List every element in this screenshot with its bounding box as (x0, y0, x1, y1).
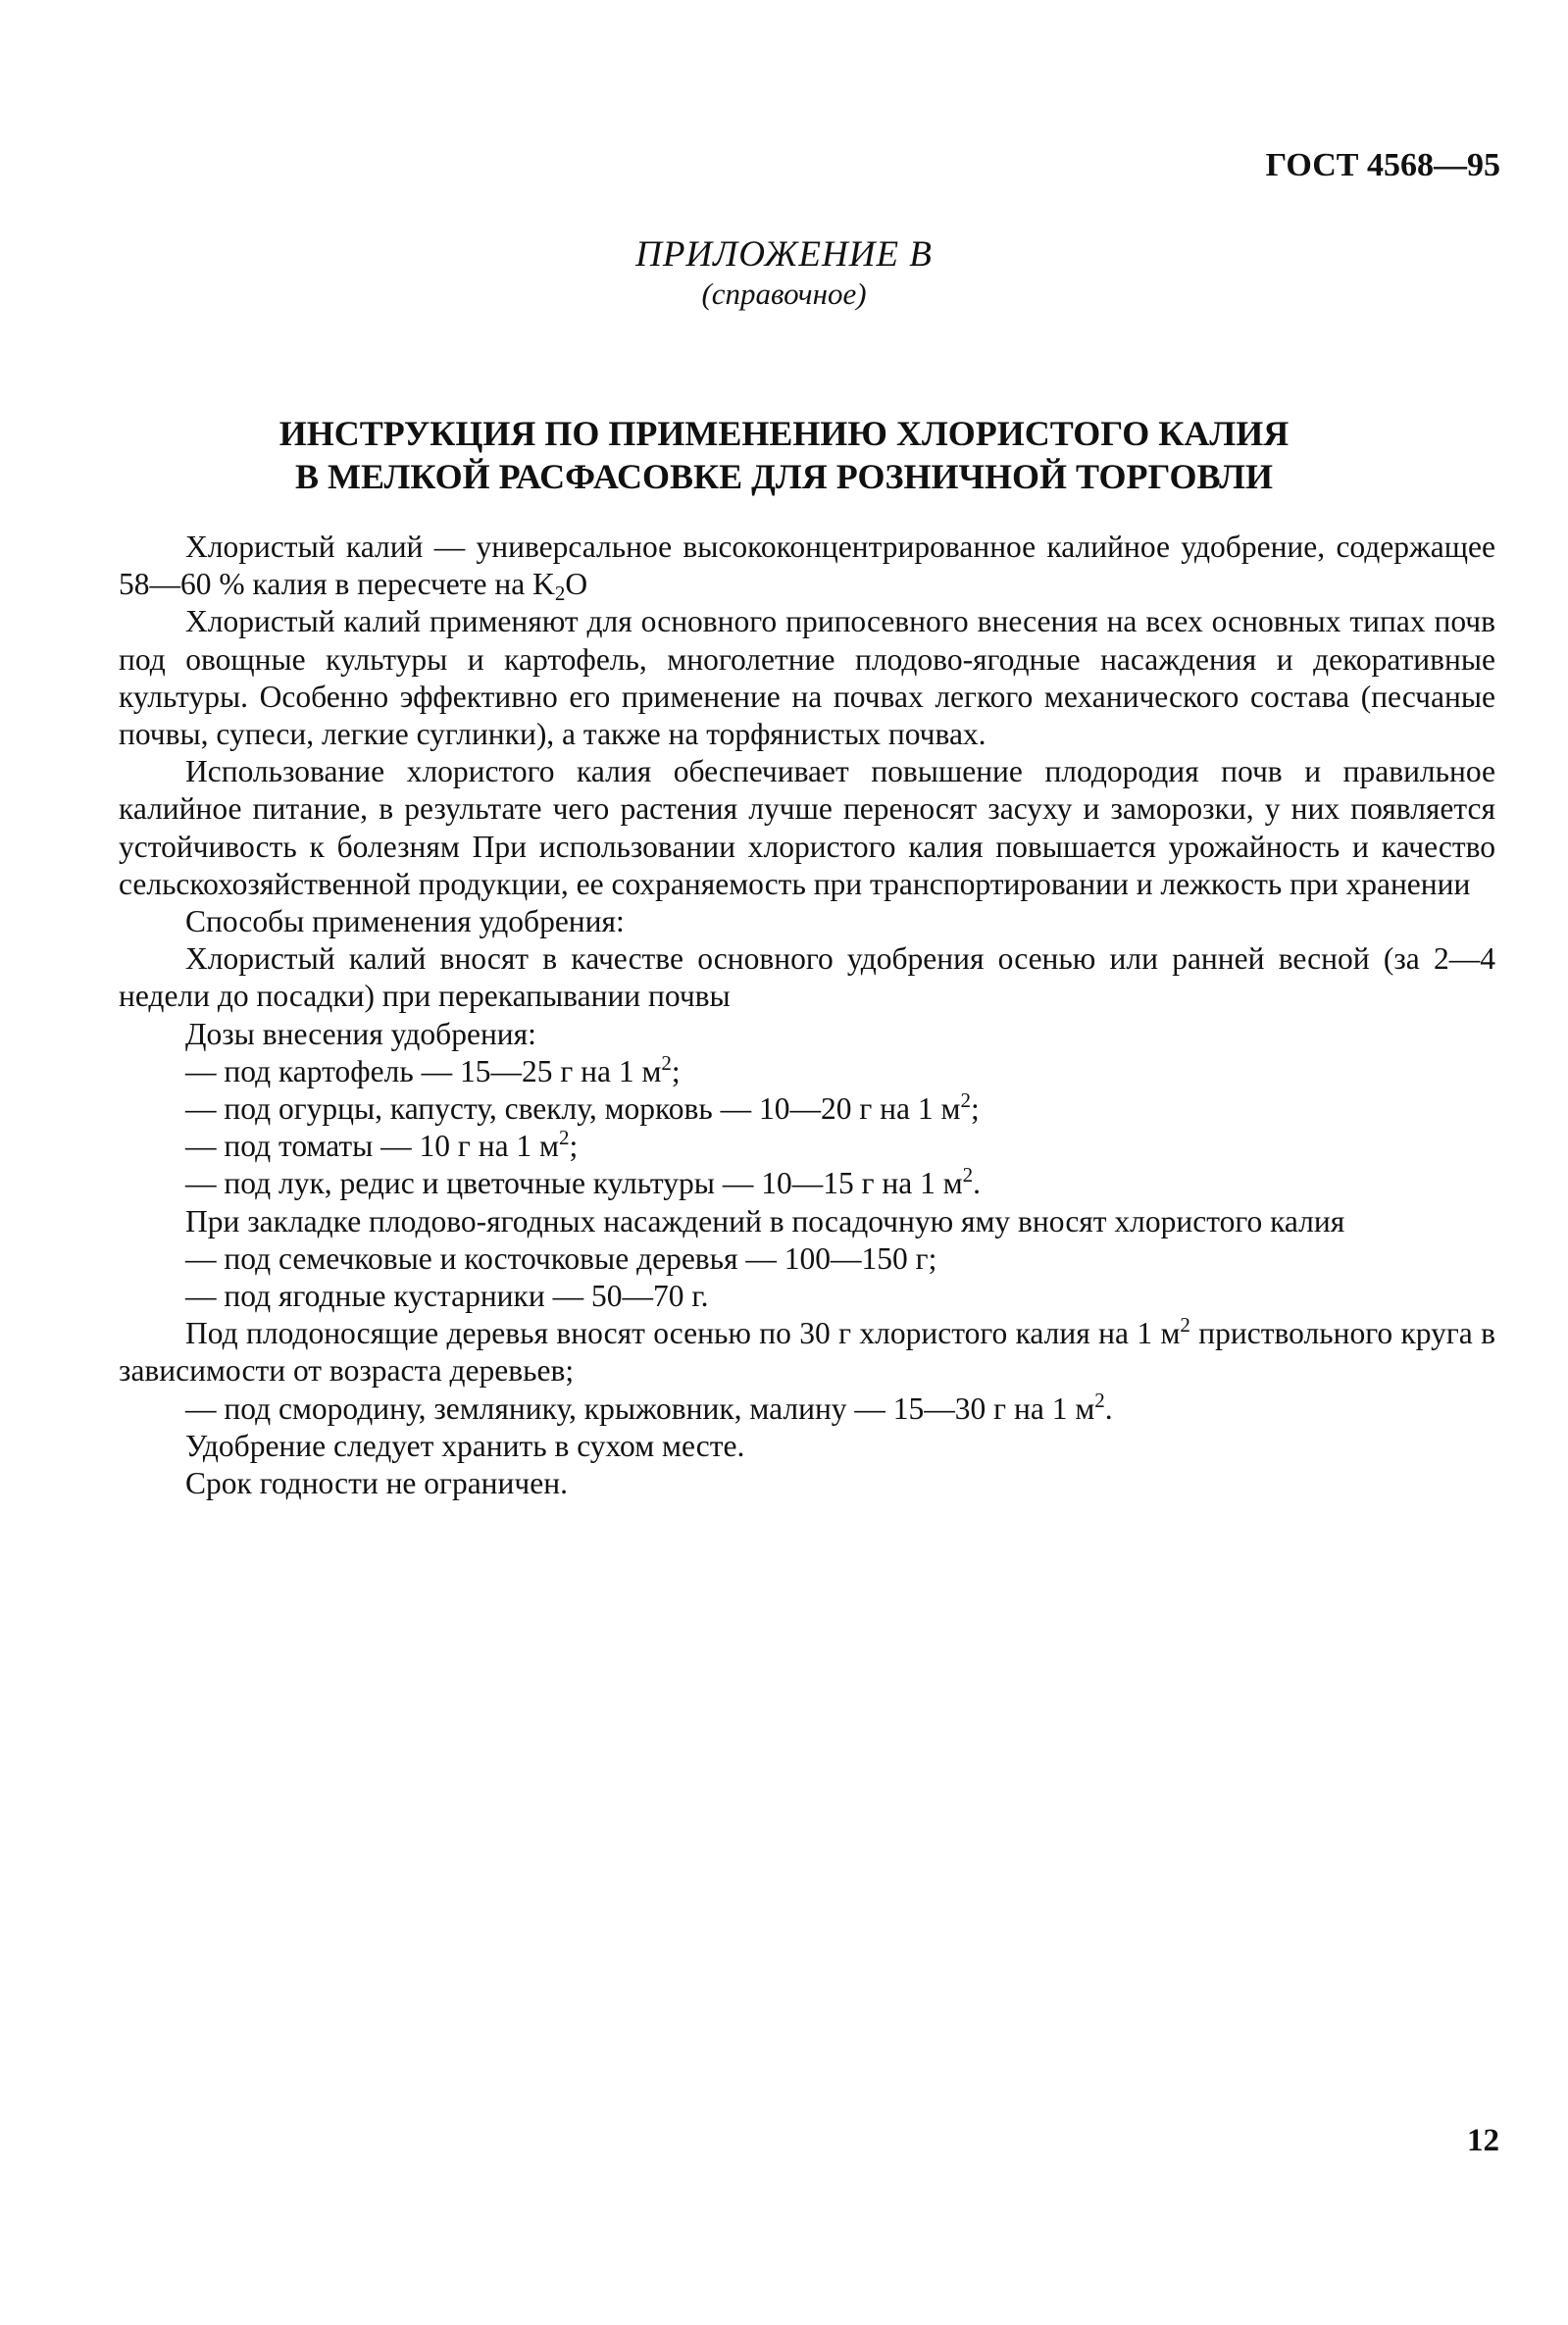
paragraph-shelf-life: Срок годности не ограничен. (185, 1466, 568, 1501)
paragraph-fruit-trees: Под плодоносящие деревья вносят осенью по 30 г хлористого калия на 1 $м^2$ приствольного круга в зависимости от возраста деревьев; (119, 1313, 1496, 1389)
paragraph-methods-heading: Способы применения удобрения: (185, 904, 625, 939)
paragraph-definition: Хлористый калий — универсальное высококонцентрированное калийное удобрение, содержащее 58—60 % калия в пересчете на $K_2O$ (119, 530, 1495, 606)
tree-list-item: — под ягодные кустарники — 50—70 г. (185, 1279, 709, 1314)
dose-list-item: — под огурцы, капусту, свеклу, морковь — 10—20 г на 1 $м^2$; (185, 1088, 980, 1127)
dose-list-item: — под томаты — 10 г на 1 $м^2$; (185, 1126, 579, 1164)
document-title-line-2: В МЕЛКОЙ РАСФАСОВКЕ ДЛЯ РОЗНИЧНОЙ ТОРГОВЛИ (295, 457, 1273, 496)
page-number: 12 (1467, 2123, 1499, 2158)
document-code: ГОСТ 4568—95 (1265, 147, 1500, 183)
document-title-line-1: ИНСТРУКЦИЯ ПО ПРИМЕНЕНИЮ ХЛОРИСТОГО КАЛИЯ (278, 414, 1290, 453)
dose-list-item: — под лук, редис и цветочные культуры — 10—15 г на 1 $м^2$. (185, 1163, 982, 1201)
paragraph-application: Хлористый калий применяют для основного припосевного внесения на всех основных типах почв под овощные культуры и картофель, многолетние плодово-ягодные насаждения и декоративные культуры. Особенно эффективно его применение на почвах легкого механического состава (песчаные почвы, супеси, легкие суглинки), а также на торфянистых почвах. (119, 604, 1495, 752)
tree-list-item: — под семечковые и косточковые деревья — 100—150 г; (185, 1240, 937, 1276)
document-title (167, 412, 1401, 498)
dose-list-item: — под картофель — 15—25 г на 1 $м^2$; (185, 1050, 681, 1088)
berry-list-item: — под смородину, землянику, крыжовник, малину — 15—30 г на 1 $м^2$. (185, 1388, 1113, 1426)
paragraph-benefits: Использование хлористого калия обеспечивает повышение плодородия почв и правильное калийное питание, в результате чего растения лучше переносят засуху и заморозки, у них появляется устойчивость к болезням При использовании хлористого калия повышается урожайность и качество сельскохозяйственной продукции, ее сохраняемость при транспортировании и лежкость при хранении (119, 754, 1495, 901)
document-body (119, 529, 1495, 1502)
paragraph-doses-heading: Дозы внесения удобрения: (185, 1016, 536, 1051)
paragraph-storage: Удобрение следует хранить в сухом месте. (185, 1428, 745, 1463)
paragraph-planting: При закладке плодово-ягодных насаждений в посадочную яму вносят хлористого калия (185, 1203, 1345, 1238)
appendix-subtitle: (справочное) (701, 277, 867, 311)
appendix-title: ПРИЛОЖЕНИЕ В (635, 234, 933, 275)
paragraph-methods: Хлористый калий вносят в качестве основного удобрения осенью или ранней весной (за 2—4 недели до посадки) при перекапывании почвы (119, 941, 1495, 1014)
